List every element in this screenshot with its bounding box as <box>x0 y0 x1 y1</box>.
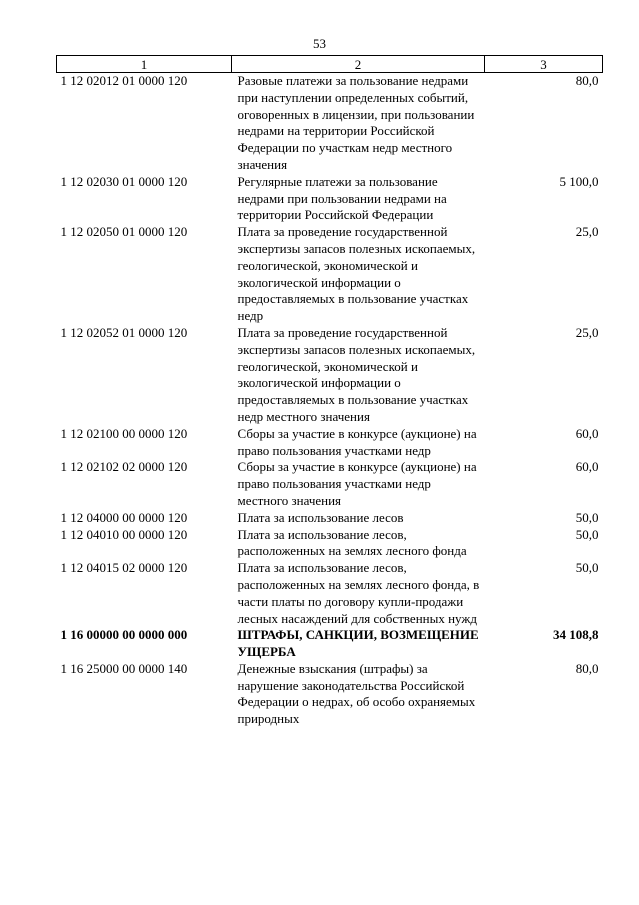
row-name: Плата за проведение государственной экспертизы запасов полезных ископаемых, геологической, экономической и экологической информации о предоставляемых в пользование участках недр <box>237 224 476 324</box>
row-amount: 50,0 <box>575 560 599 576</box>
row-name: Регулярные платежи за пользование недрами при пользовании недрами на территории Российской Федерации <box>237 173 447 223</box>
table-row <box>57 661 603 728</box>
budget-table <box>56 55 603 728</box>
table-row <box>57 325 603 426</box>
row-code: 1 12 02100 00 0000 120 <box>60 425 188 441</box>
page-number: 53 <box>313 36 326 51</box>
table-row <box>57 73 603 174</box>
row-code: 1 12 04000 00 0000 120 <box>60 509 188 525</box>
table-row <box>57 224 603 325</box>
row-code: 1 12 02050 01 0000 120 <box>60 224 188 240</box>
row-amount: 80,0 <box>575 73 599 88</box>
row-code: 1 12 02052 01 0000 120 <box>60 324 188 340</box>
row-amount: 25,0 <box>575 224 599 240</box>
row-amount: 60,0 <box>575 425 599 441</box>
row-code: 1 16 00000 00 0000 000 <box>60 627 188 643</box>
row-amount: 5 100,0 <box>559 173 599 189</box>
row-code: 1 12 02030 01 0000 120 <box>60 173 188 189</box>
row-name: Сборы за участие в конкурсе (аукционе) на право пользования участками недр местного значения <box>237 459 477 508</box>
row-code: 1 16 25000 00 0000 140 <box>60 660 188 676</box>
table-row <box>57 510 603 527</box>
row-code: 1 12 02102 02 0000 120 <box>60 459 188 475</box>
row-amount: 50,0 <box>575 509 599 525</box>
row-amount: 60,0 <box>575 459 599 475</box>
row-name: Плата за проведение государственной экспертизы запасов полезных ископаемых, геологической, экономической и экологической информации о предоставляемых в пользование участках недр местного значения <box>237 324 476 424</box>
row-name: Сборы за участие в конкурсе (аукционе) на право пользования участками недр <box>237 425 477 458</box>
row-name: Плата за использование лесов <box>237 509 404 525</box>
row-name: Плата за использование лесов, расположенных на землях лесного фонда <box>237 526 467 559</box>
row-name: Разовые платежи за пользование недрами при наступлении определенных событий, оговоренных в лицензии, при пользовании недрами на территории Российской Федерации по участкам недр местного значения <box>237 73 475 172</box>
row-code: 1 12 04010 00 0000 120 <box>60 526 188 542</box>
row-amount: 34 108,8 <box>553 627 599 643</box>
row-code: 1 12 02012 01 0000 120 <box>60 73 188 88</box>
table-row <box>57 459 603 509</box>
row-name: Денежные взыскания (штрафы) за нарушение законодательства Российской Федерации о недрах, об особо охраняемых природных <box>237 660 476 727</box>
row-name: Плата за использование лесов, расположенных на землях лесного фонда, в части платы по договору купли-продажи лесных насаждений для собственных нужд <box>237 560 480 626</box>
table-header-row <box>57 56 603 73</box>
table-row <box>57 527 603 561</box>
table-row <box>57 174 603 224</box>
section-total-row <box>57 627 603 661</box>
row-code: 1 12 04015 02 0000 120 <box>60 560 188 576</box>
table-row <box>57 560 603 627</box>
row-amount: 80,0 <box>575 660 599 676</box>
row-amount: 50,0 <box>575 526 599 542</box>
column-header-1: 1 <box>57 56 232 73</box>
column-header-2: 2 <box>232 56 485 73</box>
row-amount: 25,0 <box>575 324 599 340</box>
column-header-3: 3 <box>485 56 603 73</box>
row-name: ШТРАФЫ, САНКЦИИ, ВОЗМЕЩЕНИЕ УЩЕРБА <box>237 627 479 660</box>
table-row <box>57 426 603 460</box>
